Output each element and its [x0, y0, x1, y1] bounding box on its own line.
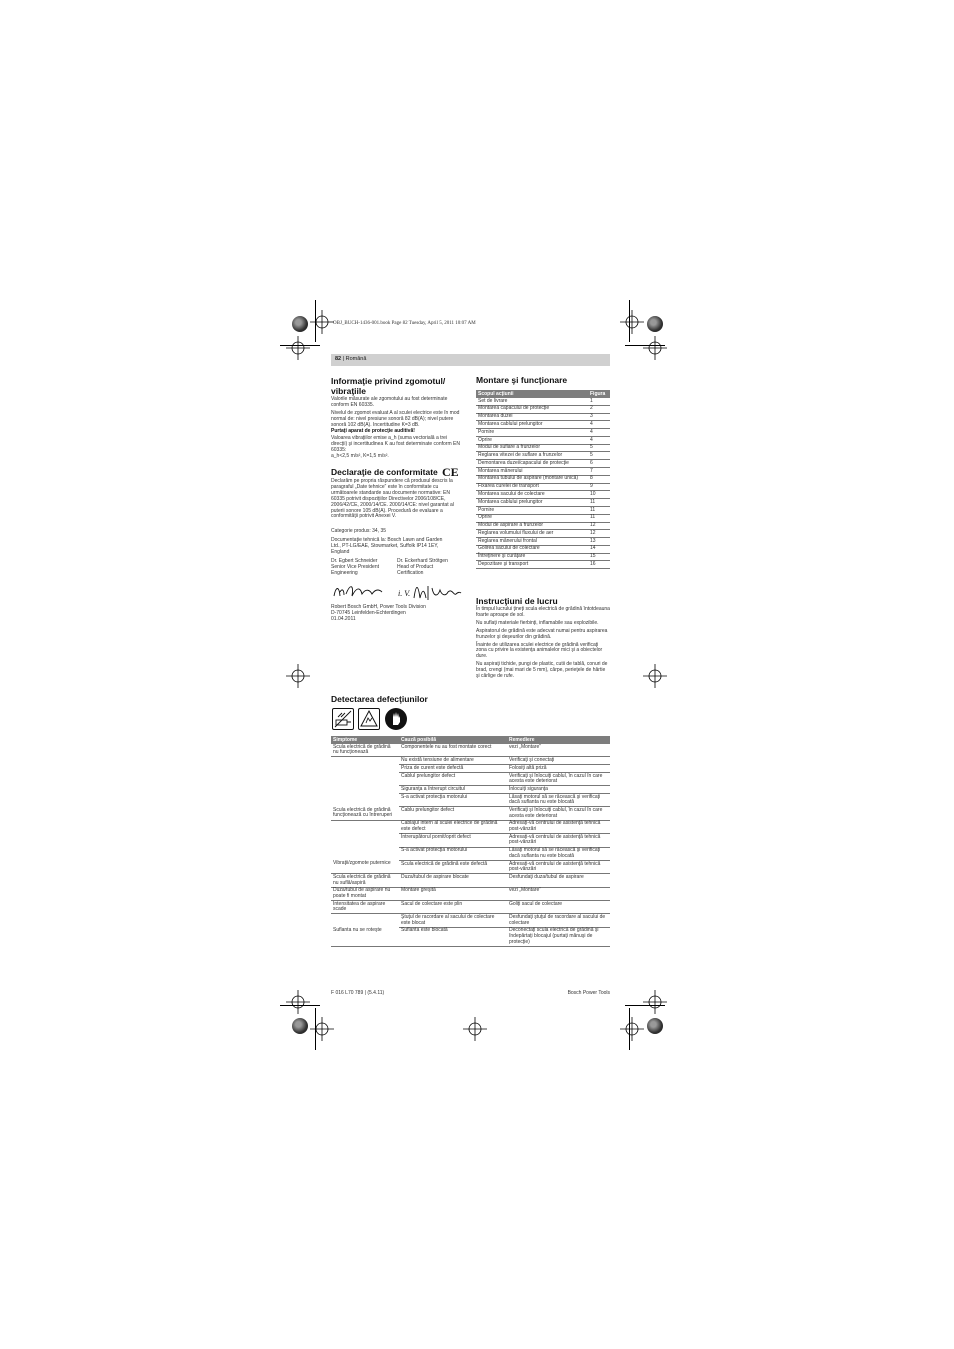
assembly-action-cell: Set de livrare: [476, 398, 588, 405]
cause-cell: Priza de curent este defectă: [399, 765, 507, 773]
table-row: [331, 744, 610, 757]
registration-mark-icon: [286, 336, 310, 360]
table-row: [331, 772, 610, 785]
remedy-cell: Adresaţi-vă centrului de asistenţă tehnică post-vânzări: [507, 820, 610, 833]
symptom-cell: Vibraţii/zgomote puternice: [331, 860, 399, 873]
symptom-cell: Suflanta nu se roteşte: [331, 927, 399, 946]
assembly-figure-cell: 4: [588, 421, 610, 429]
remedy-cell: Lăsaţi motorul să se răcească şi verificaţi dacă suflanta nu este blocată: [507, 847, 610, 860]
table-row: [476, 522, 610, 530]
print-dot-icon: [647, 316, 663, 332]
table-row: [476, 491, 610, 499]
signatory-left: Dr. Egbert Schneider Senior Vice President Engineering: [331, 558, 379, 576]
assembly-header-figure: Figura: [588, 390, 610, 398]
table-row: [476, 538, 610, 546]
footer-right: Bosch Power Tools: [567, 990, 610, 996]
table-row: [331, 887, 610, 900]
remedy-cell: vezi „Montare“: [507, 744, 610, 757]
assembly-action-cell: Reglarea volumului fluxului de aer: [476, 530, 588, 538]
print-dot-icon: [292, 1018, 308, 1034]
cause-cell: Ştuţul de racordare al sacului de colectare este blocat: [399, 914, 507, 927]
assembly-action-cell: Reglarea mânerului frontal: [476, 538, 588, 546]
assembly-action-cell: Pornire: [476, 429, 588, 437]
work-paragraph: Nu aspiraţi tichide, pungi de plastic, cutii de tablă, conuri de brad, crengi (mai mari de 5 mm), cârpe, perieţele de hârtie şi cârlige de rufe.: [476, 661, 608, 680]
assembly-action-cell: Oprire: [476, 514, 588, 522]
table-row: [476, 405, 610, 413]
registration-mark-icon: [286, 990, 310, 1014]
table-row: [331, 914, 610, 927]
cause-cell: S-a activat protecţia motorului: [399, 847, 507, 860]
registration-mark-icon: [643, 990, 667, 1014]
assembly-figure-cell: 2: [588, 405, 610, 413]
noise-p2: Nivelul de zgomot evaluat A al sculei electrice este în mod normal de: nivel presiune sonoră 82 dB(A); nivel putere sonoră 102 dB(A). Incertitudine K=3 dB. Purtaţi aparat de protecţie auditivă!: [331, 410, 460, 434]
table-row: [331, 757, 610, 765]
registration-mark-icon: [310, 310, 334, 334]
assembly-action-cell: Fixarea curelei de transport: [476, 483, 588, 491]
conformity-p1: Declarăm pe propria răspundere că produsul descris la paragraful „Date tehnice“ este în conformitate cu următoarele standarde sau documente normative: EN 60335 potrivit dispoziţiilor Directivelor 2006/108/CE, 2006/42/CE, 2000/14/CE. 2000/14/CE: nivel garantat al puterii sonore 105 dB(A). Procedură de evaluare a conformităţii potrivit Anexei V.: [331, 478, 454, 520]
assembly-title: Montare şi funcţionare: [476, 375, 568, 385]
assembly-action-cell: Demontarea duzei/capacului de protecţie: [476, 460, 588, 468]
symptom-cell: Scula electrică de grădină nu funcţionează: [331, 744, 399, 757]
remedy-cell: Desfundaţi ştuţul de racordare al sacului de colectare: [507, 914, 610, 927]
registration-mark-icon: [620, 1017, 644, 1041]
remedy-cell: Folosiţi altă priză: [507, 765, 610, 773]
page-number: 82: [335, 356, 342, 362]
work-paragraph: Aspiratorul de grădină este adecvat numai pentru aspirarea frunzelor şi deşeurilor din grădină.: [476, 627, 608, 640]
assembly-figure-cell: 5: [588, 452, 610, 460]
assembly-figure-cell: 4: [588, 429, 610, 437]
power-off-icon: [332, 708, 354, 730]
assembly-figure-cell: 5: [588, 444, 610, 452]
cause-cell: Montare greşită: [399, 887, 507, 900]
noise-p1: Valorile măsurate ale zgomotului au fost determinate conform EN 60335.: [331, 396, 448, 408]
cause-cell: Siguranţa a întrerupt circuitul: [399, 786, 507, 794]
table-row: [331, 834, 610, 847]
work-instructions: [476, 607, 610, 682]
remedy-cell: Înlocuiţi siguranţa: [507, 786, 610, 794]
remedy-cell: vezi „Montare“: [507, 887, 610, 900]
assembly-action-cell: Montarea capacului de protecţie: [476, 405, 588, 413]
assembly-action-cell: Montarea mânerului: [476, 468, 588, 476]
signature-right-prefix: i. V.: [398, 589, 411, 598]
work-paragraph: Înainte de utilizarea sculei electrice de grădină verificaţi zona cu privire la existenţa animalelor mici şi a obiectelor dure.: [476, 641, 603, 660]
symptom-cell: [331, 820, 399, 833]
registration-mark-icon: [463, 1017, 487, 1041]
remedy-cell: Adresaţi-vă centrului de asistenţă tehnică post-vânzări: [507, 860, 610, 873]
cause-cell: Sacul de colectare este plin: [399, 901, 507, 914]
assembly-figure-cell: 11: [588, 506, 610, 514]
table-row: [476, 429, 610, 437]
registration-mark-icon: [643, 664, 667, 688]
remedy-cell: Goliţi sacul de colectare: [507, 901, 610, 914]
symptom-cell: [331, 772, 399, 785]
assembly-action-cell: Oprire: [476, 436, 588, 444]
signature-left-icon: [332, 582, 384, 602]
print-dot-icon: [292, 316, 308, 332]
assembly-figure-cell: 10: [588, 491, 610, 499]
table-row: [476, 444, 610, 452]
trouble-header-remedy: Remediere: [507, 736, 610, 744]
noise-warning: Purtaţi aparat de protecţie auditivă!: [331, 427, 415, 434]
table-row: [476, 483, 610, 491]
table-row: [331, 847, 610, 860]
assembly-figure-cell: 1: [588, 398, 610, 405]
symptom-cell: [331, 794, 399, 807]
symptom-cell: [331, 847, 399, 860]
table-row: [331, 794, 610, 807]
assembly-action-cell: Montarea tubului de aspirare (montare unică): [476, 475, 588, 483]
conformity-title: Declaraţie de conformitate: [331, 467, 438, 477]
assembly-action-cell: Montarea cablului prelungitor: [476, 499, 588, 507]
work-paragraph: În timpul lucrului ţineţi scula electrică de grădină întotdeauna foarte aproape de sol.: [476, 606, 610, 618]
troubleshooting-title: Detectarea defecţiunilor: [331, 694, 428, 704]
symptom-cell: Scula electrică de grădină funcţionează cu întreruperi: [331, 807, 399, 820]
assembly-action-cell: Modul de aspirare a frunzelor: [476, 522, 588, 530]
assembly-action-cell: Depozitare şi transport: [476, 561, 588, 569]
noise-title: Informaţie privind zgomotul/ vibraţiile: [331, 376, 446, 396]
table-row: [331, 874, 610, 887]
footer-left: F 016 L70 789 | (5.4.11): [331, 990, 385, 996]
table-row: [476, 506, 610, 514]
table-row: [331, 860, 610, 873]
page-header-bar: [331, 354, 610, 366]
registration-mark-icon: [286, 664, 310, 688]
assembly-figure-cell: 12: [588, 522, 610, 530]
table-row: [476, 561, 610, 569]
symptom-cell: [331, 914, 399, 927]
cause-cell: Scula electrică de grădină este defectă: [399, 860, 507, 873]
table-row: [331, 820, 610, 833]
noise-p3: Valoarea vibraţiilor emise a_h (suma vectorială a trei direcţii) şi incertitudinea K au fost determinate conform EN 60335: a_h<2,5 m/s², K=1,5 m/s².: [331, 435, 460, 459]
symptom-cell: Scula electrică de grădină nu suflă/aspiră: [331, 874, 399, 887]
assembly-figure-cell: 8: [588, 475, 610, 483]
trouble-header-symptom: Simptome: [331, 736, 399, 744]
remedy-cell: Verificaţi şi înlocuiţi cablul, în cazul în care acesta este deteriorat: [507, 807, 610, 820]
page-header: 82 | Română: [335, 356, 367, 362]
symptom-cell: Duza/tubul de aspirare nu poate fi montat: [331, 887, 399, 900]
conformity-p3: Documentaţie tehnică la: Bosch Lawn and Garden Ltd., PT-LG/EAE, Stowmarket, Suffolk IP14 1EY, England: [331, 537, 443, 555]
remedy-cell: Lăsaţi motorul să se răcească şi verificaţi dacă suflanta nu este blocată: [507, 794, 610, 807]
remedy-cell: Deconectaţi scula electrică de grădină şi îndepărtaţi blocajul (purtaţi mănuşi de protecţie): [507, 927, 610, 946]
assembly-figure-cell: 11: [588, 499, 610, 507]
troubleshooting-table: [331, 736, 610, 947]
gloves-icon: [384, 707, 408, 731]
assembly-figure-cell: 6: [588, 460, 610, 468]
table-row: [476, 398, 610, 405]
symptom-cell: [331, 786, 399, 794]
conformity-p2: Categorie produs: 34, 35: [331, 528, 387, 534]
cause-cell: Duza/tubul de aspirare blocate: [399, 874, 507, 887]
table-row: [476, 460, 610, 468]
remedy-cell: Adresaţi-vă centrului de asistenţă tehnică post-vânzări: [507, 834, 610, 847]
table-row: [476, 421, 610, 429]
registration-mark-icon: [310, 1017, 334, 1041]
table-row: [476, 499, 610, 507]
assembly-figure-cell: 13: [588, 538, 610, 546]
remedy-cell: Verificaţi şi conectaţi: [507, 757, 610, 765]
table-row: [476, 413, 610, 421]
assembly-figure-cell: 3: [588, 413, 610, 421]
work-title: Instrucţiuni de lucru: [476, 596, 558, 606]
assembly-action-cell: Montarea sacului de colectare: [476, 491, 588, 499]
assembly-figure-cell: 4: [588, 436, 610, 444]
table-row: [476, 553, 610, 561]
trouble-header-cause: Cauză posibilă: [399, 736, 507, 744]
assembly-action-cell: Modul de suflare a frunzelor: [476, 444, 588, 452]
registration-mark-icon: [643, 336, 667, 360]
assembly-figure-cell: 7: [588, 468, 610, 476]
company-address: Robert Bosch GmbH, Power Tools Division D-70745 Leinfelden-Echterdingen 01.04.2011: [331, 604, 426, 622]
assembly-figure-cell: 12: [588, 530, 610, 538]
assembly-figure-cell: 9: [588, 483, 610, 491]
cause-cell: Întrerupătorul pornit/oprit defect: [399, 834, 507, 847]
table-row: [476, 436, 610, 444]
table-row: [476, 514, 610, 522]
assembly-figure-cell: 15: [588, 553, 610, 561]
assembly-action-cell: Întreţinere şi curăţare: [476, 553, 588, 561]
print-dot-icon: [647, 1018, 663, 1034]
cause-cell: Cablu prelungitor defect: [399, 807, 507, 820]
assembly-header-action: Scopul acţiunii: [476, 390, 588, 398]
assembly-action-cell: Montarea duzei: [476, 413, 588, 421]
table-row: [331, 927, 610, 946]
table-row: [331, 901, 610, 914]
assembly-action-cell: Reglarea vitezei de suflare a frunzelor: [476, 452, 588, 460]
table-row: [476, 530, 610, 538]
table-row: [476, 475, 610, 483]
symptom-cell: [331, 765, 399, 773]
hand-protection-icon: [358, 708, 380, 730]
registration-mark-icon: [620, 310, 644, 334]
table-row: [331, 786, 610, 794]
symptom-cell: [331, 834, 399, 847]
assembly-figure-cell: 16: [588, 561, 610, 569]
remedy-cell: Verificaţi şi înlocuiţi cablul, în cazul în care acesta este deteriorat: [507, 772, 610, 785]
file-info-line: OBJ_BUCH-1436-001.book Page 82 Tuesday, April 5, 2011 10:07 AM: [333, 321, 476, 326]
symptom-cell: [331, 757, 399, 765]
assembly-table: [476, 390, 610, 569]
table-row: [476, 452, 610, 460]
assembly-action-cell: Pornire: [476, 506, 588, 514]
table-row: [331, 765, 610, 773]
cause-cell: Cablajul intern al sculei electrice de grădină este defect: [399, 820, 507, 833]
symptom-cell: Intensitatea de aspirare scade: [331, 901, 399, 914]
cause-cell: Componentele nu au fost montate corect: [399, 744, 507, 757]
table-row: [331, 807, 610, 820]
assembly-action-cell: Golirea sacului de colectare: [476, 545, 588, 553]
assembly-action-cell: Montarea cablului prelungitor: [476, 421, 588, 429]
table-row: [476, 545, 610, 553]
cause-cell: Nu există tensiune de alimentare: [399, 757, 507, 765]
signature-right-icon: [412, 582, 462, 604]
cause-cell: Cablul prelungitor defect: [399, 772, 507, 785]
work-paragraph: Nu suflaţi materiale fierbinţi, inflamabile sau explozibile.: [476, 619, 599, 626]
assembly-figure-cell: 11: [588, 514, 610, 522]
remedy-cell: Desfundaţi duza/tubul de aspirare: [507, 874, 610, 887]
cause-cell: Suflanta este blocată: [399, 927, 507, 946]
signatory-right: Dr. Eckerhard Strötgen Head of Product Certification: [397, 558, 448, 576]
ce-mark: CE: [442, 465, 459, 479]
table-row: [476, 468, 610, 476]
page-language: Română: [345, 356, 367, 362]
cause-cell: S-a activat protecţia motorului: [399, 794, 507, 807]
assembly-figure-cell: 14: [588, 545, 610, 553]
